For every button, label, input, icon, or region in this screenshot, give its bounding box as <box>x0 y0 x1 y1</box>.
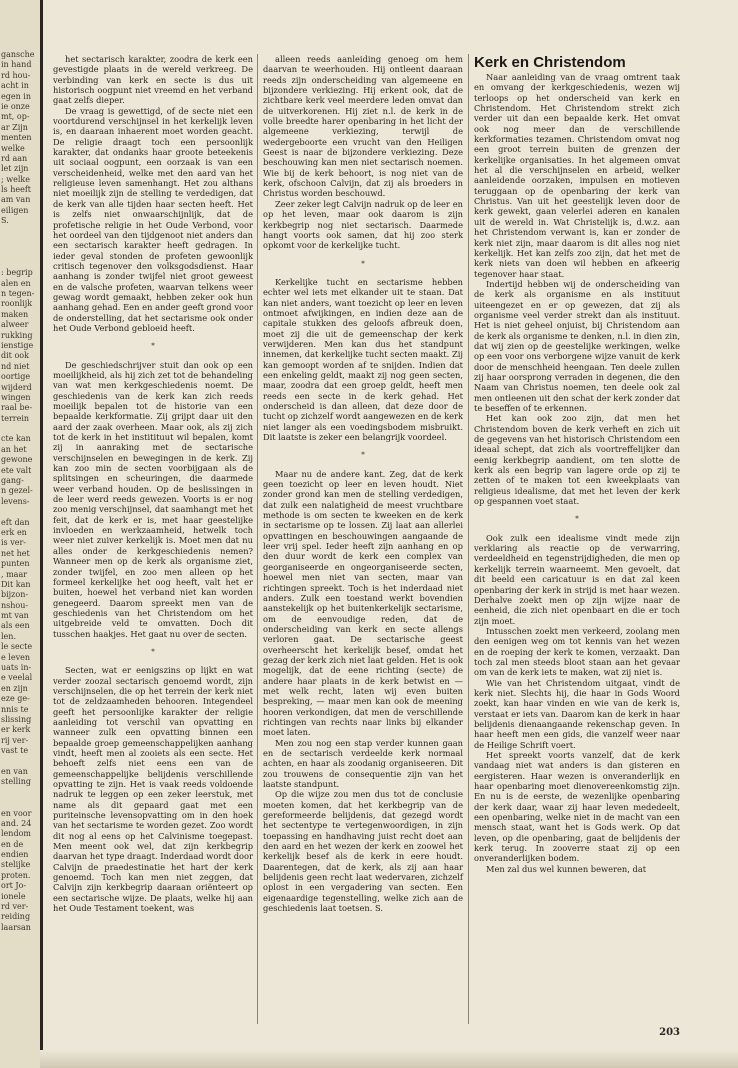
gutter-fragment: in hand <box>1 60 32 70</box>
gutter-fragment <box>1 237 40 247</box>
paragraph: Intusschen zoekt men verkeerd, zoolang men den eenigen weg om tot kennis van het wezen en de roeping der kerk te komen, verzaakt. Dan toch zal men steeds bloot staan aan het gevaar om van de kerk iets te maken, wat zij niet is. <box>474 625 680 678</box>
gutter-fragment <box>1 798 40 808</box>
paragraph: Maar nu de andere kant. Zeg, dat de kerk geen toezicht op leer en leven houdt. Niet zonder grond kan men de stelling verdedigen, dat zulk een nalatigheid de meest vruchtbare methode is om secten te kweeken en de kerk in sectarisme op te lossen. Zij laat aan allerlei opvattingen en beschouwingen aangaande de leer vrij spel. Ieder heeft zijn aanhang en op den duur wordt de kerk een complex van georganiseerde en ongeorganiseerde secten, hoewel men niet van secten, maar van richtingen spreekt. Toch is het inderdaad niet anders. Zulk een toestand werkt bovendien aanstekelijk op het buitenkerkelijk sectarisme, om de eenvoudige reden, dat de onderscheiding van kerk en secte allengs verloren gaat. De sectarische geest overheerscht het kerkelijk besef, omdat het gezag der kerk zich niet laat gelden. Het is ook mogelijk, dat de eene richting (secte) de andere haar plaats in de kerk betwist en — met welk recht, laten wij even buiten bespreking, — maar men kan ook de meening hooren verkondigen, dat men de verschillende richtingen van rechts naar links bij elkander moet laten. <box>263 468 463 738</box>
gutter-fragment: let zijn <box>1 164 29 174</box>
gutter-fragment <box>1 258 40 268</box>
gutter-fragment: wijderd <box>1 382 32 392</box>
gutter-fragment: e leven <box>1 652 30 662</box>
gutter-fragment: am van <box>1 195 31 205</box>
gutter-fragment: gang- <box>1 476 24 486</box>
gutter-fragment <box>1 247 40 257</box>
column-divider <box>468 54 469 1024</box>
gutter-fragment: is ver- <box>1 538 26 548</box>
gutter-fragment <box>1 507 40 517</box>
gutter-fragment: en van <box>1 766 28 776</box>
paragraph: Het kan ook zoo zijn, dat men het Christendom boven de kerk verheft en zich uit de gegevens van het historisch Christendom een ideaal schept, dat zich als voortreffelijker dan eenig kerkbegrip aandient, om ten slotte de kerk als een begrip van lagere orde op zij te zetten of te maken tot een kweekplaats van religieus idealisme, dat met het leven der kerk op gespannen voet staat. <box>474 413 680 507</box>
article-title: Kerk en Christendom <box>474 54 626 71</box>
gutter-fragment: terrein <box>1 413 30 423</box>
section-separator: * <box>361 451 365 460</box>
gutter-fragment: Dit kan <box>1 579 31 589</box>
gutter-fragment: e veelal <box>1 673 33 683</box>
gutter-fragment: eft dan <box>1 517 30 527</box>
gutter-fragment: bijzon- <box>1 590 29 600</box>
paragraph: alleen reeds aanleiding genoeg om hem daarvan te weerhouden. Hij ontleent daaraan reeds zijn onderscheiding van algemeene en bijzondere verkiezing. Hij erkent ook, dat de zichtbare kerk veel meerdere leden omvat dan de uitverkorenen. Hij ziet n.l. de kerk in de volle breedte harer openbaring in het licht der algemeene verkiezing, terwijl de wedergeboorte een vrucht van den Heiligen Geest is naar de bijzondere verkiezing. Deze beschouwing kan men niet sectarisch noemen. Wie bij de kerk behoort, is nog niet van de kerk, ofschoon Calvijn, dat zij als broeders in Christus worden beschouwd. <box>263 54 463 199</box>
gutter-fragment: egen in <box>1 91 31 101</box>
gutter-fragment: ienstige <box>1 340 34 350</box>
gutter-fragment: lendom <box>1 829 31 839</box>
paragraph: De geschiedschrijver stuit dan ook op een moeilijkheid, als hij zich zet tot de behandeling van wat men kerkgeschiedenis noemt. De geschiedenis van de kerk kan zich reeds moeilijk bepalen tot de historie van een bepaalde kerkformatie. Zij grijpt daar uit den aard der zaak overheen. Maar ook, als zij zich tot de kerk in het institituut wil bepalen, komt zij in aanraking met de sectarische verschijnselen en bewegingen in de kerk. Zij kan zoo min de secten voorbijgaan als de splitsingen en scheuringen, die daarmede weer verband houden. Op de beslissingen in de leer werd reeds gewezen. Voorts is er nog zoo menig verschijnsel, dat saamhangt met het feit, dat de kerk er is, met haar geestelijke invloeden en werkzaamheid, hetwelk toch weer niet zuiver kerkelijk is. Moet men dat nu alles onder de kerkgeschiedenis nemen? Wanneer men op de kerk als organisme ziet, zonder twijfel, en zoo men alleen op het formeel kerkelijke het oog heeft, valt het er buiten, hoewel het verband niet kan worden genegeerd. Daarom spreekt men van de geschiedenis van het Christendom om het uitgebreide veld te omvatten. Doch dit tusschen haakjes. Het gaat nu over de secten. <box>53 359 253 639</box>
gutter-fragment: er kerk <box>1 725 31 735</box>
gutter-fragment: eze ge- <box>1 694 30 704</box>
gutter-fragment: cte kan <box>1 434 31 444</box>
gutter-fragment: rukking <box>1 330 33 340</box>
paragraph: Ook zulk een idealisme vindt mede zijn verklaring als reactie op de verwarring, verdeeldheid en tegenstrijdigheden, die men op kerkelijk terrein waarneemt. Men gevoelt, dat dit beeld een caricatuur is en dat zal keen openbaring der kerk in strijd is met haar wezen. Derhalve zoekt men op zijn wijze naar de eenheid, die zich niet openbaart en die er toch zijn moet. <box>474 532 680 626</box>
gutter-fragment: reiding <box>1 912 31 922</box>
gutter-fragment: menten <box>1 133 32 143</box>
gutter-fragment: S. <box>1 216 9 226</box>
section-separator: * <box>361 259 365 268</box>
gutter-fragment: raal be- <box>1 403 33 413</box>
column-1 <box>53 54 253 914</box>
gutter-fragment: roonlijk <box>1 299 33 309</box>
paragraph: Men zal dus wel kunnen beweren, dat <box>486 863 647 874</box>
gutter-fragment: nnis te <box>1 704 29 714</box>
section-separator: * <box>151 342 155 351</box>
gutter-fragment: ; welke <box>1 174 30 184</box>
paragraph: De vraag is gewettigd, of de secte niet een voortdurend verschijnsel in het kerkelijk leven is, en daaraan inhaerent moet worden geacht. De religie draagt toch een persoonlijk karakter, dat ondanks haar groote beteekenis uit sociaal oogpunt, een oorzaak is van een verscheidenheid, welke met den aard van het religieuse leven samenhangt. Het zou althans niet moeilijk zijn de stelling te verdedigen, dat de kerk van alle tijden haar secten heeft. Het is zelfs niet onwaarschijnlijk, dat de profetische religie in het Oude Verbond, voor het oordeel van den tijdgenoot niet anders dan een sectarisch karakter heeft gedragen. In ieder geval stonden de profeten gewoonlijk critisch tegenover den volksgodsdienst. Haar aanhang is zonder twijfel niet groot geweest en de valsche profeten, waarvan telkens weer gewag wordt gemaakt, hebben zeker ook hun aanhang gehad. Een en ander geeft grond voor de onderstelling, dat het sectarisme ook onder het Oude Verbond gebloeid heeft. <box>53 105 253 333</box>
gutter-fragment: gansche <box>1 50 35 59</box>
gutter-fragment: n tegen- <box>1 288 35 298</box>
gutter-fragment: net het <box>1 548 30 558</box>
gutter-fragment: als een <box>1 621 30 631</box>
gutter-fragment: rd aan <box>1 153 28 163</box>
gutter-fragment: nd niet <box>1 361 30 371</box>
gutter-fragment: proten. <box>1 870 31 880</box>
gutter-fragment: en zijn <box>1 683 28 693</box>
gutter-fragment <box>1 788 40 798</box>
gutter-fragment: : begrip <box>1 268 33 278</box>
page-number: 203 <box>659 1027 680 1038</box>
gutter-fragment: endien <box>1 850 29 860</box>
gutter-fragment: gewone <box>1 455 33 465</box>
column-divider <box>257 54 258 1024</box>
gutter-fragment: en de <box>1 839 24 849</box>
gutter-fragment: erk en <box>1 527 27 537</box>
paragraph: Kerkelijke tucht en sectarisme hebben echter wel iets met elkander uit te staan. Dat kan niet anders, want toezicht op leer en leven ontmoet afwijkingen, en indien deze aan de capitale stukken des geloofs afbreuk doen, moet zij die uit de gemeenschap der kerk verwijderen. Men kan dus het standpunt innemen, dat kerkelijke tucht secten maakt. Zij kan gemoopt worden af te snijden. Indien dat een enkeling geldt, maakt zij nog geen secten, maar, zoodra dat een groep geldt, heeft men reeds een secte in de kerk gehad. Het onderscheid is dan alleen, dat deze door de tucht op zichzelf wordt aangewezen en de kerk niet langer als een voedingsbodem misbruikt. Dit laatste is zeker een belangrijk voordeel. <box>263 276 463 443</box>
gutter-fragment <box>1 757 40 767</box>
gutter-fragment: n gezel- <box>1 486 33 496</box>
gutter-fragment: ls heeft <box>1 185 32 195</box>
gutter-fragment: mt van <box>1 611 29 621</box>
page-bottom-edge <box>40 1050 738 1068</box>
gutter-fragment: ort Jo- <box>1 881 27 891</box>
gutter-fragment: rd ver- <box>1 902 29 912</box>
gutter-fragment: stelijke <box>1 860 31 870</box>
gutter-fragment: levens- <box>1 496 30 506</box>
gutter-fragment: , maar <box>1 569 28 579</box>
gutter-fragment: oortige <box>1 372 31 382</box>
gutter-fragment: rij ver- <box>1 735 29 745</box>
gutter-fragment <box>1 424 40 434</box>
gutter-fragment <box>1 227 40 237</box>
gutter-fragment: ionele <box>1 891 26 901</box>
gutter-fragment: ie onze <box>1 101 30 111</box>
gutter-fragment: maken <box>1 309 29 319</box>
gutter-fragment: le secte <box>1 642 33 652</box>
paragraph: het sectarisch karakter, zoodra de kerk een gevestigde plaats in de wereld verkreeg. De verbinding van kerk en secte is dus uit historisch oogpunt niet vreemd en het verband gaat zelfs dieper. <box>53 54 253 106</box>
gutter-fragment: rd hou- <box>1 70 31 80</box>
gutter-fragment: ete valt <box>1 465 32 475</box>
gutter-fragment: mt, op- <box>1 112 30 122</box>
column-2 <box>263 54 463 914</box>
paragraph: Men zou nog een stap verder kunnen gaan en de sectarisch verdeelde kerk normaal achten, en haar als zoodanig organiseeren. Dit zou trouwens de consequentie zijn van het laatste standpunt. <box>263 737 463 790</box>
column-3 <box>474 54 680 874</box>
section-separator: * <box>575 515 579 524</box>
gutter-fragment: uats in- <box>1 663 32 673</box>
adjacent-page-edge <box>0 0 43 1068</box>
gutter-fragment: vast te <box>1 746 29 756</box>
gutter-fragment: alen en <box>1 278 31 288</box>
adjacent-page-fragments <box>0 0 40 933</box>
paragraph: Zeer zeker legt Calvijn nadruk op de leer en op het leven, maar ook daarom is zijn kerkbegrip nog niet sectarisch. Daarmede hangt voorts ook samen, dat hij zoo sterk opkomt voor de kerkelijke tucht. <box>263 198 463 251</box>
gutter-fragment: an het <box>1 444 27 454</box>
gutter-fragment: slissing <box>1 715 32 724</box>
gutter-fragment: and. 24 <box>1 818 32 828</box>
gutter-fragment: wingen <box>1 392 31 402</box>
paragraph: Secten, wat er eenigszins op lijkt en wat verder zoozal sectarisch genoemd wordt, zijn verschijnselen, die op het terrein der kerk niet tot de zeldzaamheden behooren. Integendeel geeft het persoonlijke karakter der religie aanleiding tot verschil van opvatting en wanneer zulk een opvatting binnen een bepaalde groep gemeenschappelijken aanhang vindt, heeft men al zooiets als een secte. Het behoeft zelfs niet eens een van de gemeenschappelijke belijdenis verschillende opvatting te zijn. Het is vaak reeds voldoende nadruk te leggen op een zeker leerstuk, met name als dit gepaard gaat met een puriteinsche levensopvatting om in den hoek van het sectarisme te worden gezet. Zoo wordt dit nog al eens op het Calvinisme toegepast. Men meent ook wel, dat zijn kerkbegrip daarvan het type draagt. Inderdaad wordt door Calvijn de praedestinatie het hart der kerk genoemd. Toch kan men niet zeggen, dat Calvijn zijn kerkbegrip daaraan oriënteert op een sectarische wijze. De plaats, welke hij aan het Oude Testament toekent, was <box>53 665 253 914</box>
section-separator: * <box>151 647 155 656</box>
gutter-fragment: laarsan <box>1 922 31 932</box>
gutter-fragment: ar Zijn <box>1 122 28 132</box>
gutter-fragment: punten <box>1 559 30 569</box>
gutter-fragment: alweer <box>1 320 29 330</box>
gutter-fragment: dit ook <box>1 351 29 361</box>
gutter-fragment: nshou- <box>1 600 29 610</box>
paragraph: Op die wijze zou men dus tot de conclusie moeten komen, dat het kerkbegrip van de gereformeerde belijdenis, dat gezegd wordt het sectentype te vertegenwoordigen, in zijn toepassing en handhaving juist recht doet aan den aard en het wezen der kerk en zoowel het kerkelijk besef als de kerk in eere houdt. Daarentegen, dat de kerk, als zij aan haar belijdenis geen recht laat wedervaren, zichzelf oplost in een vergadering van secten. Een eigenaardige tegenstelling, welke zich aan de geschiedenis laat toetsen. S. <box>263 789 463 914</box>
paragraph: Wie van het Christendom uitgaat, vindt de kerk niet. Slechts hij, die haar in Gods Woord zoekt, kan haar vinden en wie van de kerk is, verstaat er iets van. Daarom kan de kerk in haar belijdenis dienaangaande rekenschap geven. In haar heeft men een gids, die vanzelf weer naar de Heilige Schrift voert. <box>474 677 680 750</box>
gutter-fragment: len. <box>1 631 16 641</box>
gutter-fragment: acht in <box>1 81 29 91</box>
gutter-fragment: stelling <box>1 777 32 787</box>
paragraph: Indertijd hebben wij de onderscheiding van de kerk als organisme en als instituut uiteengezet en er op gewezen, dat zij als organisme veel verder strekt dan als instituut. Het is niet geheel onjuist, bij Christendom aan de kerk als organisme te denken, n.l. in dien zin, dat wij zien op de geestelijke werkingen, welke op een voor ons verborgene wijze vanuit de kerk door de menschheid heengaan. Ten deele zullen zij haar oorsprong verraden in degenen, die den Naam van Christus noemen, ten deele ook zal men ontleenen uit den schat der kerk zonder dat te beseffen of te erkennen. <box>474 278 680 413</box>
gutter-fragment: welke <box>1 143 25 153</box>
paragraph: Het spreekt voorts vanzelf, dat de kerk vandaag niet wat anders is dan gisteren en eergisteren. Haar wezen is onveranderlijk en haar openbaring moet dienovereenkomstig zijn. En nu is de eerste, de wezenlijke openbaring der kerk daar, waar zij haar leven mededeelt, een openbaring, welke niet in de macht van een mensch staat, want het is Gods werk. Op dat leven, op die openbaring, gaat de belijdenis der kerk terug. In zooverre staat zij op een onveranderlijken bodem. <box>474 750 680 864</box>
paragraph: Naar aanleiding van de vraag omtrent taak en omvang der kerkgeschiedenis, wezen wij terloops op het onderscheid van kerk en Christendom. Het Christendom strekt zich verder uit dan een bepaalde kerk. Het omvat ook nog meer dan de verschillende kerkformaties tezamen. Christendom omvat nog een groot terrein buiten de grenzen der kerkelijke organisaties. In het algemeen omvat het al die verschijnselen en arbeid, welker aanleidende oorzaken, impulsen en motieven teruggaan op de openbaring der kerk van Christus. Van uit het geestelijk leven door de kerk gewekt, gaan velerlei aderen en kanalen uit de wereld in. Wat Christelijk is, d.w.z. aan het Christendom verwant is, kan er zonder de kerk niet zijn, maar daarom is dit alles nog niet kerkelijk. Het kan zelfs zoo zijn, dat het met de kerk niets van doen wil hebben en afkeerig tegenover haar staat. <box>474 72 680 279</box>
gutter-fragment: en voor <box>1 808 32 818</box>
gutter-fragment: eiligen <box>1 205 29 215</box>
